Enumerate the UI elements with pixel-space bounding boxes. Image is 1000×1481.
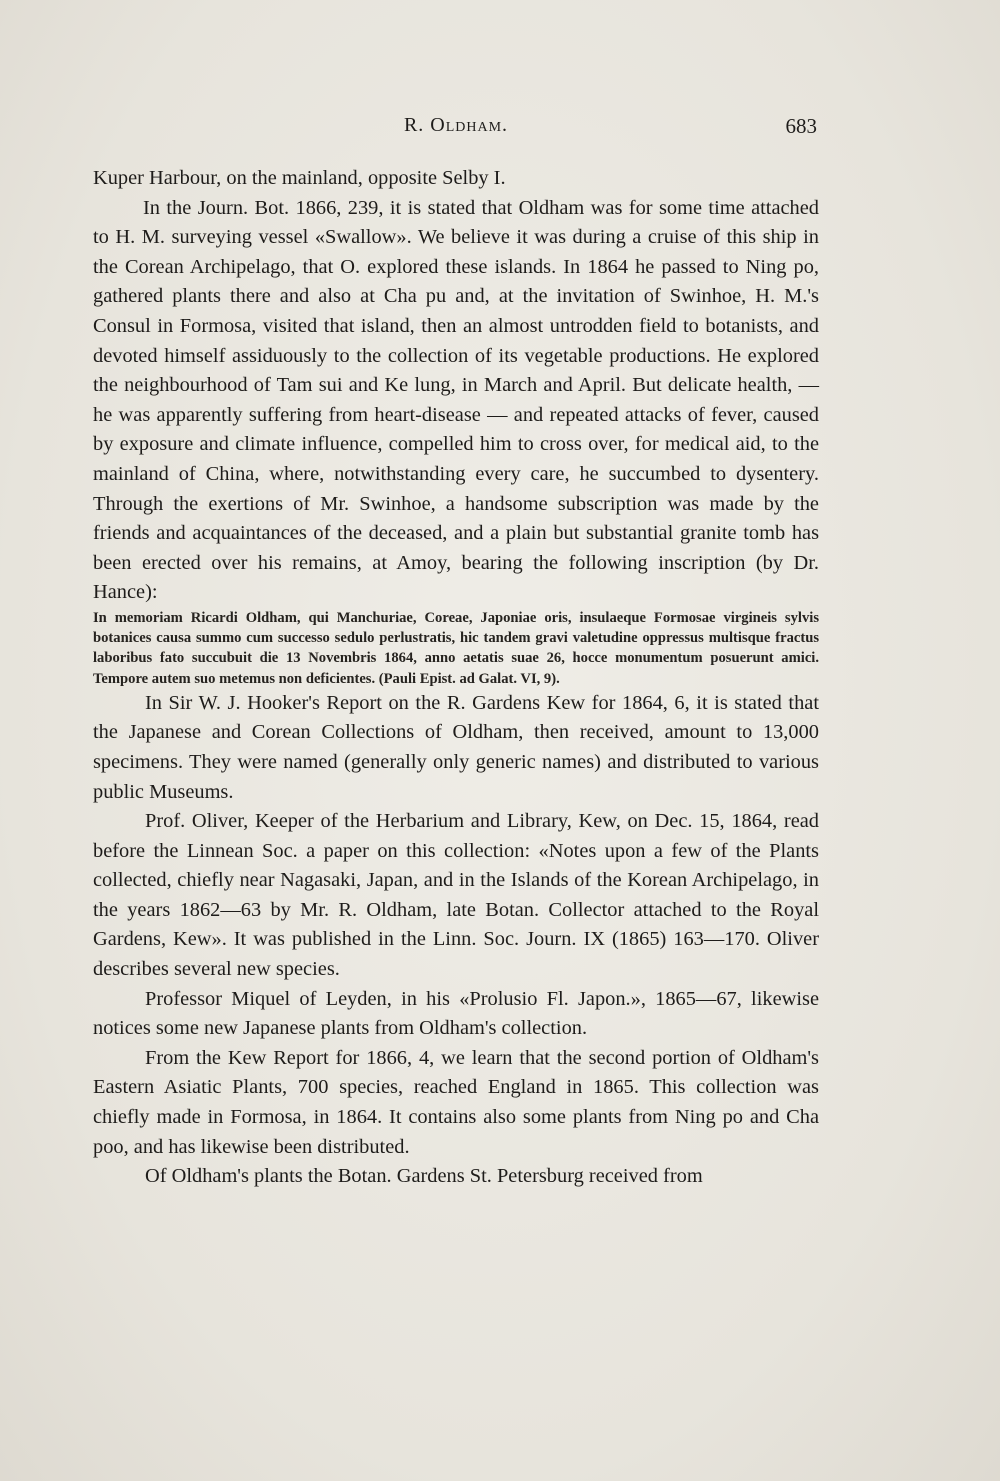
paragraph-oliver: Prof. Oliver, Keeper of the Herbarium and Library, Kew, on Dec. 15, 1864, read before the Linnean Soc. a paper on this collection: «Notes upon a few of the Plants collected, chiefly near Nagasaki, Japan, and in the Islands of the Korean Archipelago, in the years 1862—63 by Mr. R. Oldham, late Botan. Collector attached to the Royal Gardens, Kew». It was published in the Linn. Soc. Journ. IX (1865) 163—170. Oliver describes several new species. xyxy=(93,810,819,981)
paragraph-st-petersburg: Of Oldham's plants the Botan. Gardens St. Petersburg received from xyxy=(145,1165,703,1188)
page-number: 683 xyxy=(785,114,817,138)
body-text xyxy=(93,164,819,1192)
latin-inscription: In memoriam Ricardi Oldham, qui Manchuriae, Coreae, Japoniae oris, insulaeque Formosae virgineis sylvis botanices causa summo cum successo sedulo perlustratis, hic tandem gravi valetudine oppressus multisque fractus laboribus fato succubuit die 13 Novembris 1864, anno aetatis suae 26, hocce monumentum posuerunt amici. Tempore autem suo metemus non deficientes. (Pauli Epist. ad Galat. VI, 9). xyxy=(93,609,819,687)
paragraph-continuation: Kuper Harbour, on the mainland, opposite Selby I. xyxy=(93,167,506,189)
page-header xyxy=(95,114,817,144)
running-head: R. Oldham. xyxy=(403,114,509,136)
paragraph-miquel: Professor Miquel of Leyden, in his «Prolusio Fl. Japon.», 1865—67, likewise notices some new Japanese plants from Oldham's collection. xyxy=(93,987,819,1040)
paragraph-kew-report: From the Kew Report for 1866, 4, we learn that the second portion of Oldham's Eastern Asiatic Plants, 700 species, reached England in 1865. This collection was chiefly made in Formosa, in 1864. It contains also some plants from Ning po and Cha poo, and has likewise been distributed. xyxy=(93,1046,819,1158)
paragraph-journ-bot: In the Journ. Bot. 1866, 239, it is stated that Oldham was for some time attached to H. M. surveying vessel «Swallow». We believe it was during a cruise of this ship in the Corean Archipelago, that O. explored these islands. In 1864 he passed to Ning po, gathered plants there and also at Cha pu and, at the invitation of Swinhoe, H. M.'s Consul in Formosa, visited that island, then an almost untrodden field to botanists, and devoted himself assiduously to the collection of its vegetable productions. He explored the neighbourhood of Tam sui and Ke lung, in March and April. But delicate health, — he was apparently suffering from heart-disease — and repeated attacks of fever, caused by exposure and climate influence, compelled him to cross over, for medical aid, to the mainland of China, where, notwithstanding every care, he succumbed to dysentery. Through the exertions of Mr. Swinhoe, a handsome subscription was made by the friends and acquaintances of the deceased, and a plain but substantial granite tomb has been erected over his remains, at Amoy, bearing the following inscription (by Dr. Hance): xyxy=(93,196,819,604)
paragraph-hooker-report: In Sir W. J. Hooker's Report on the R. Gardens Kew for 1864, 6, it is stated that the Japanese and Corean Collections of Oldham, then received, amount to 13,000 specimens. They were named (generally only generic names) and distributed to various public Museums. xyxy=(93,691,819,803)
